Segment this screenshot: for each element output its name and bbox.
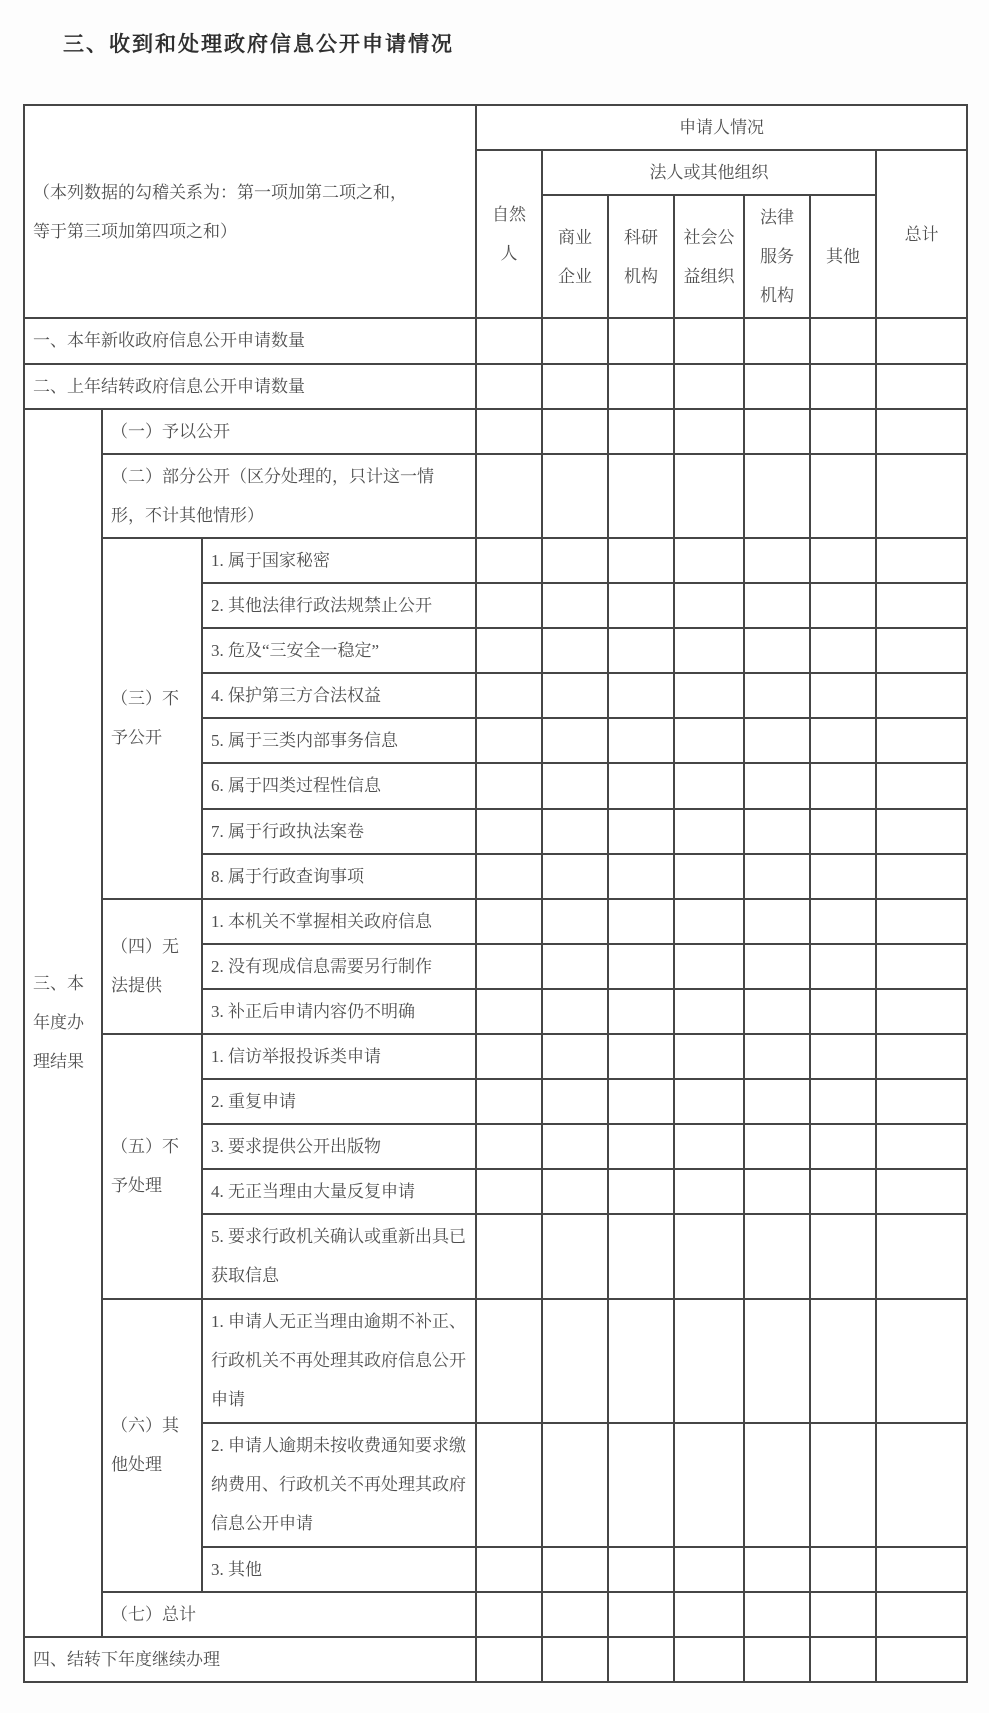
data-cell	[608, 673, 674, 718]
table-row	[24, 364, 967, 409]
data-cell	[476, 1214, 542, 1298]
data-cell	[476, 409, 542, 454]
table-row	[24, 454, 967, 538]
data-cell	[674, 409, 744, 454]
row-label: 5. 要求行政机关确认或重新出具已获取信息	[202, 1214, 476, 1298]
subsection-label-other-handling: （六）其他处理	[102, 1299, 202, 1592]
data-cell	[876, 1299, 967, 1423]
data-cell	[674, 538, 744, 583]
data-cell	[542, 318, 608, 363]
table-header-row	[24, 105, 967, 150]
data-cell	[810, 1592, 876, 1637]
data-cell	[674, 944, 744, 989]
data-cell	[608, 1423, 674, 1547]
data-cell	[876, 318, 967, 363]
data-cell	[810, 454, 876, 538]
header-total: 总计	[876, 150, 967, 318]
data-cell	[608, 763, 674, 808]
data-cell	[876, 1034, 967, 1079]
header-other-org: 其他	[810, 195, 876, 318]
data-cell	[608, 1124, 674, 1169]
header-legal-service-org: 法律服务机构	[744, 195, 810, 318]
data-cell	[542, 1547, 608, 1592]
data-cell	[674, 1637, 744, 1682]
data-cell	[608, 583, 674, 628]
data-cell	[744, 1299, 810, 1423]
subsection-label-unable: （四）无法提供	[102, 899, 202, 1034]
data-cell	[608, 538, 674, 583]
table-row	[24, 318, 967, 363]
data-cell	[810, 989, 876, 1034]
data-cell	[810, 583, 876, 628]
data-cell	[476, 628, 542, 673]
data-cell	[608, 944, 674, 989]
data-cell	[744, 1214, 810, 1298]
data-cell	[876, 409, 967, 454]
data-cell	[608, 1592, 674, 1637]
data-cell	[876, 628, 967, 673]
data-cell	[876, 454, 967, 538]
table-row	[24, 1299, 967, 1423]
data-cell	[876, 763, 967, 808]
data-cell	[674, 809, 744, 854]
data-cell	[744, 364, 810, 409]
data-cell	[744, 718, 810, 763]
data-cell	[744, 454, 810, 538]
data-cell	[476, 364, 542, 409]
data-cell	[608, 1547, 674, 1592]
data-cell	[476, 763, 542, 808]
data-cell	[674, 899, 744, 944]
row-label: 2. 申请人逾期未按收费通知要求缴纳费用、行政机关不再处理其政府信息公开申请	[202, 1423, 476, 1547]
data-cell	[876, 899, 967, 944]
row-label: （二）部分公开（区分处理的，只计这一情形，不计其他情形）	[102, 454, 476, 538]
data-cell	[476, 1169, 542, 1214]
row-label: 2. 重复申请	[202, 1079, 476, 1124]
data-cell	[744, 854, 810, 899]
row-label: 一、本年新收政府信息公开申请数量	[24, 318, 476, 363]
data-cell	[542, 583, 608, 628]
data-cell	[476, 718, 542, 763]
data-cell	[476, 583, 542, 628]
data-cell	[542, 1299, 608, 1423]
data-cell	[608, 628, 674, 673]
row-label: 3. 要求提供公开出版物	[202, 1124, 476, 1169]
data-cell	[876, 1124, 967, 1169]
row-label: 2. 没有现成信息需要另行制作	[202, 944, 476, 989]
data-cell	[476, 1124, 542, 1169]
data-cell	[876, 718, 967, 763]
data-cell	[810, 538, 876, 583]
data-cell	[674, 854, 744, 899]
data-cell	[542, 454, 608, 538]
table-row	[24, 1034, 967, 1079]
data-cell	[608, 318, 674, 363]
row-label: 四、结转下年度继续办理	[24, 1637, 476, 1682]
data-cell	[810, 854, 876, 899]
data-cell	[744, 1423, 810, 1547]
data-cell	[810, 1547, 876, 1592]
table-row	[24, 409, 967, 454]
data-cell	[810, 1423, 876, 1547]
data-cell	[876, 944, 967, 989]
data-cell	[876, 1079, 967, 1124]
data-cell	[744, 1124, 810, 1169]
subsection-label-denied: （三）不予公开	[102, 538, 202, 899]
header-natural-person: 自然人	[476, 150, 542, 318]
data-cell	[810, 899, 876, 944]
data-cell	[476, 673, 542, 718]
data-cell	[810, 944, 876, 989]
data-cell	[810, 1079, 876, 1124]
data-cell	[744, 809, 810, 854]
data-cell	[744, 1079, 810, 1124]
data-cell	[810, 1299, 876, 1423]
data-cell	[744, 944, 810, 989]
data-cell	[876, 1169, 967, 1214]
data-cell	[542, 854, 608, 899]
data-cell	[674, 583, 744, 628]
data-cell	[876, 538, 967, 583]
data-cell	[810, 628, 876, 673]
data-cell	[876, 1637, 967, 1682]
data-cell	[674, 1169, 744, 1214]
data-cell	[744, 1547, 810, 1592]
info-disclosure-request-table	[23, 104, 968, 1683]
data-cell	[744, 538, 810, 583]
data-cell	[542, 364, 608, 409]
data-cell	[608, 1299, 674, 1423]
data-cell	[608, 409, 674, 454]
data-cell	[744, 673, 810, 718]
data-cell	[744, 1034, 810, 1079]
table-row	[24, 899, 967, 944]
data-cell	[810, 763, 876, 808]
data-cell	[542, 1637, 608, 1682]
row-label: 8. 属于行政查询事项	[202, 854, 476, 899]
data-cell	[608, 1214, 674, 1298]
header-commercial-enterprise: 商业企业	[542, 195, 608, 318]
data-cell	[810, 318, 876, 363]
row-label: 7. 属于行政执法案卷	[202, 809, 476, 854]
data-cell	[608, 1034, 674, 1079]
row-label: 二、上年结转政府信息公开申请数量	[24, 364, 476, 409]
data-cell	[674, 318, 744, 363]
data-cell	[876, 1592, 967, 1637]
data-cell	[876, 809, 967, 854]
data-cell	[542, 899, 608, 944]
data-cell	[674, 1547, 744, 1592]
data-cell	[876, 673, 967, 718]
data-cell	[542, 628, 608, 673]
data-cell	[542, 1214, 608, 1298]
data-cell	[542, 409, 608, 454]
row-label: 1. 申请人无正当理由逾期不补正、行政机关不再处理其政府信息公开申请	[202, 1299, 476, 1423]
row-label: 6. 属于四类过程性信息	[202, 763, 476, 808]
row-label: 1. 属于国家秘密	[202, 538, 476, 583]
data-cell	[542, 763, 608, 808]
data-cell	[476, 1547, 542, 1592]
data-cell	[608, 989, 674, 1034]
data-cell	[542, 718, 608, 763]
data-cell	[674, 1299, 744, 1423]
row-label: （七）总计	[102, 1592, 476, 1637]
data-cell	[476, 1592, 542, 1637]
data-cell	[674, 1423, 744, 1547]
subsection-label-not-processed: （五）不予处理	[102, 1034, 202, 1299]
data-cell	[810, 718, 876, 763]
data-cell	[542, 944, 608, 989]
row-label: 1. 本机关不掌握相关政府信息	[202, 899, 476, 944]
data-cell	[476, 538, 542, 583]
data-cell	[476, 809, 542, 854]
data-cell	[476, 1423, 542, 1547]
data-cell	[810, 1034, 876, 1079]
data-cell	[542, 1169, 608, 1214]
row-label: 5. 属于三类内部事务信息	[202, 718, 476, 763]
data-cell	[876, 583, 967, 628]
data-cell	[674, 364, 744, 409]
table-row	[24, 1592, 967, 1637]
data-cell	[542, 1124, 608, 1169]
data-cell	[476, 454, 542, 538]
data-cell	[476, 1034, 542, 1079]
header-applicant-group: 申请人情况	[476, 105, 967, 150]
row-label: 3. 危及“三安全一稳定”	[202, 628, 476, 673]
corner-note-line-1: （本列数据的勾稽关系为：第一项加第二项之和，	[33, 182, 407, 202]
data-cell	[876, 364, 967, 409]
table-row	[24, 1637, 967, 1682]
data-cell	[810, 1169, 876, 1214]
data-cell	[876, 989, 967, 1034]
data-cell	[608, 899, 674, 944]
data-cell	[476, 1299, 542, 1423]
data-cell	[608, 718, 674, 763]
data-cell	[542, 538, 608, 583]
data-cell	[542, 1034, 608, 1079]
data-cell	[542, 989, 608, 1034]
page-title: 三、收到和处理政府信息公开申请情况	[63, 32, 454, 56]
data-cell	[542, 1079, 608, 1124]
corner-note-line-2: 等于第三项加第四项之和）	[33, 221, 237, 241]
data-cell	[810, 673, 876, 718]
data-cell	[476, 989, 542, 1034]
data-cell	[476, 944, 542, 989]
data-cell	[744, 628, 810, 673]
data-cell	[744, 583, 810, 628]
data-cell	[810, 1637, 876, 1682]
data-cell	[744, 1637, 810, 1682]
data-cell	[476, 1637, 542, 1682]
row-label: 4. 保护第三方合法权益	[202, 673, 476, 718]
data-cell	[674, 628, 744, 673]
data-cell	[608, 1169, 674, 1214]
row-label: 3. 补正后申请内容仍不明确	[202, 989, 476, 1034]
data-cell	[608, 854, 674, 899]
data-cell	[744, 1592, 810, 1637]
header-research-institution: 科研机构	[608, 195, 674, 318]
data-cell	[674, 763, 744, 808]
data-cell	[608, 809, 674, 854]
row-label: 2. 其他法律行政法规禁止公开	[202, 583, 476, 628]
data-cell	[810, 809, 876, 854]
data-cell	[810, 1124, 876, 1169]
data-cell	[542, 673, 608, 718]
data-cell	[744, 989, 810, 1034]
row-label: （一）予以公开	[102, 409, 476, 454]
data-cell	[608, 454, 674, 538]
data-cell	[674, 1592, 744, 1637]
data-cell	[542, 1423, 608, 1547]
data-cell	[744, 1169, 810, 1214]
data-cell	[876, 854, 967, 899]
data-cell	[476, 1079, 542, 1124]
data-cell	[876, 1214, 967, 1298]
data-cell	[674, 1124, 744, 1169]
table-row	[24, 538, 967, 583]
data-cell	[476, 899, 542, 944]
data-cell	[810, 1214, 876, 1298]
data-cell	[542, 809, 608, 854]
data-cell	[744, 899, 810, 944]
data-cell	[608, 1079, 674, 1124]
row-label: 4. 无正当理由大量反复申请	[202, 1169, 476, 1214]
header-legal-org-group: 法人或其他组织	[542, 150, 876, 195]
header-public-welfare-org: 社会公益组织	[674, 195, 744, 318]
data-cell	[674, 1214, 744, 1298]
data-cell	[608, 364, 674, 409]
data-cell	[810, 364, 876, 409]
data-cell	[674, 1079, 744, 1124]
data-cell	[744, 763, 810, 808]
data-cell	[876, 1423, 967, 1547]
data-cell	[608, 1637, 674, 1682]
data-cell	[674, 673, 744, 718]
data-cell	[810, 409, 876, 454]
section-label-results: 三、本年度办理结果	[24, 409, 102, 1637]
data-cell	[876, 1547, 967, 1592]
row-label: 1. 信访举报投诉类申请	[202, 1034, 476, 1079]
data-cell	[476, 854, 542, 899]
data-cell	[744, 318, 810, 363]
data-cell	[674, 989, 744, 1034]
data-cell	[476, 318, 542, 363]
data-cell	[744, 409, 810, 454]
data-cell	[674, 454, 744, 538]
data-cell	[542, 1592, 608, 1637]
data-cell	[674, 1034, 744, 1079]
corner-note	[24, 105, 476, 318]
row-label: 3. 其他	[202, 1547, 476, 1592]
data-cell	[674, 718, 744, 763]
